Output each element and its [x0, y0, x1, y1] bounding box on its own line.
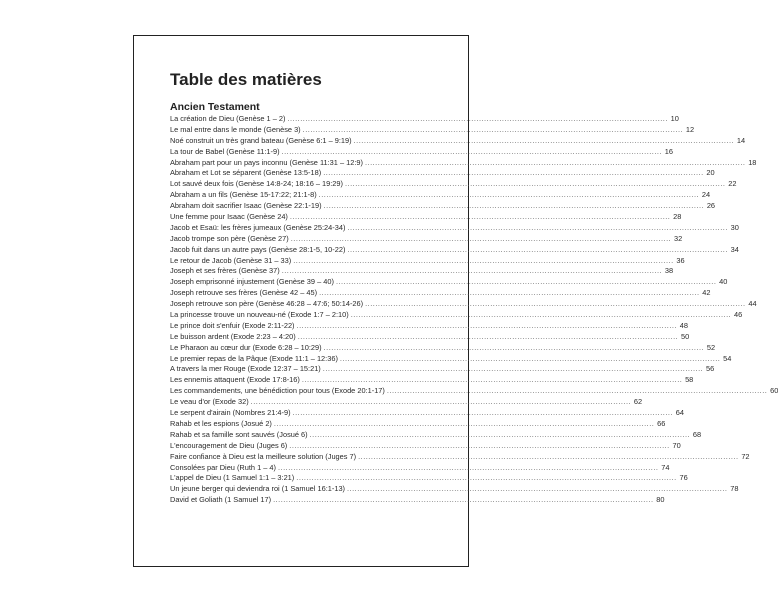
toc-entry-title: Faire confiance à Dieu est la meilleure solution (Juges 7): [170, 451, 357, 461]
toc-entry-page: 60: [770, 386, 778, 396]
toc-entry-title: Consolées par Dieu (Ruth 1 – 4): [170, 462, 276, 472]
toc-entry: [170, 310, 743, 321]
toc-leader-dots: [319, 288, 699, 299]
toc-entry: [170, 201, 716, 212]
toc-entry: [170, 288, 711, 299]
toc-leader-dots: [354, 136, 734, 147]
toc-entry-page: 52: [706, 342, 716, 352]
toc-entry-page: 58: [685, 375, 694, 385]
toc-entry-title: Un jeune berger qui deviendra roi (1 Samuel 16:1-13): [170, 484, 346, 494]
toc-entry-title: Jacob trompe son père (Genèse 27): [170, 233, 289, 243]
toc-leader-dots: [273, 495, 653, 506]
section-heading: Ancien Testament: [170, 101, 260, 113]
toc-entry-page: 44: [748, 299, 757, 309]
toc-entry-page: 48: [679, 320, 688, 330]
toc-entry-page: 16: [664, 146, 674, 156]
toc-entry: [170, 342, 716, 354]
toc-leader-dots: [291, 234, 671, 245]
toc-entry: [170, 179, 737, 190]
toc-entry-title: Joseph retrouve ses frères (Genèse 42 – 45): [170, 288, 318, 298]
toc-leader-dots: [387, 386, 767, 397]
toc-entry-title: Les ennemis attaquent (Exode 17:8-16): [170, 375, 300, 385]
toc-entry-page: 78: [730, 484, 739, 494]
toc-leader-dots: [324, 201, 704, 212]
toc-entry: [170, 124, 695, 136]
toc-entry: [170, 386, 778, 397]
toc-entry-title: Rahab et les espions (Josué 2): [170, 418, 272, 428]
toc-leader-dots: [282, 147, 662, 158]
toc-entry-page: 28: [673, 212, 682, 222]
toc-entry-title: Abraham part pour un pays inconnu (Genèse 11:31 – 12:9): [170, 157, 363, 167]
toc-entry-page: 36: [676, 255, 685, 265]
toc-entry-title: Le premier repas de la Pâque (Exode 11:1 – 12:36): [170, 353, 338, 363]
toc-leader-dots: [290, 212, 670, 223]
toc-entry-title: L'appel de Dieu (1 Samuel 1:1 – 3:21): [170, 473, 295, 483]
toc-entry-title: Les commandements, une bénédiction pour tous (Exode 20:1-17): [170, 386, 385, 396]
toc-entry-title: Joseph et ses frères (Genèse 37): [170, 266, 280, 276]
toc-entry-title: David et Goliath (1 Samuel 17): [170, 495, 272, 505]
toc-entry-page: 62: [633, 397, 643, 407]
toc-entry: [170, 473, 688, 484]
toc-entry-title: Le veau d'or (Exode 32): [170, 397, 249, 407]
toc-entry-page: 38: [664, 266, 674, 276]
toc-leader-dots: [274, 419, 654, 430]
toc-leader-dots: [365, 299, 745, 310]
toc-leader-dots: [324, 343, 704, 354]
toc-entry-title: La tour de Babel (Genèse 11:1-9): [170, 146, 280, 156]
toc-entry-title: Le serpent d'airain (Nombres 21:4-9): [170, 408, 291, 418]
toc-entry-page: 10: [670, 114, 679, 123]
toc-entry: [170, 146, 674, 158]
toc-entry-page: 20: [706, 168, 715, 178]
toc-entry: [170, 353, 732, 365]
toc-leader-dots: [282, 266, 662, 277]
toc-entry-title: La princesse trouve un nouveau-né (Exode 1:7 – 2:10): [170, 310, 349, 320]
toc-leader-dots: [293, 256, 673, 267]
document-page: [133, 35, 778, 567]
toc-leader-dots: [289, 441, 669, 452]
toc-entry: [170, 462, 670, 474]
toc-entry-page: 64: [675, 408, 684, 418]
toc-entry-title: Jacob fuit dans un autre pays (Genèse 28:1-5, 10-22): [170, 244, 346, 254]
toc-leader-dots: [297, 321, 677, 332]
toc-leader-dots: [319, 190, 699, 201]
toc-entry-title: La création de Dieu (Genèse 1 – 2): [170, 114, 286, 123]
toc-leader-dots: [251, 397, 631, 408]
toc-entry: [170, 212, 682, 223]
toc-entry-title: Le prince doit s'enfuir (Exode 2:11-22): [170, 320, 295, 330]
toc-leader-dots: [345, 179, 725, 190]
toc-entry-page: 66: [657, 418, 666, 428]
toc-entry-title: L'encouragement de Dieu (Juges 6): [170, 440, 288, 450]
toc-entry-title: Rahab et sa famille sont sauvés (Josué 6): [170, 429, 308, 439]
toc-leader-dots: [278, 463, 658, 474]
toc-entry-page: 74: [661, 462, 670, 472]
toc-entry-title: Le mal entre dans le monde (Genèse 3): [170, 124, 301, 134]
toc-entry-page: 50: [680, 331, 690, 341]
toc-entry-page: 40: [719, 277, 728, 287]
toc-entry-title: Noé construit un très grand bateau (Genèse 6:1 – 9:19): [170, 135, 352, 145]
toc-leader-dots: [296, 473, 676, 484]
toc-entry: [170, 255, 685, 267]
toc-entry-page: 80: [656, 495, 665, 505]
toc-entry-page: 70: [672, 440, 681, 450]
toc-entry-page: 22: [728, 179, 737, 189]
toc-entry-page: 32: [673, 233, 683, 243]
toc-entry-page: 34: [730, 244, 739, 254]
toc-entry-title: Abraham a un fils (Genèse 15-17:22; 21:1-8): [170, 190, 317, 200]
toc-entry-page: 24: [701, 190, 711, 200]
toc-entry-page: 56: [706, 364, 715, 374]
toc-entry-page: 14: [736, 135, 746, 145]
toc-leader-dots: [303, 125, 683, 136]
toc-entry: [170, 114, 679, 125]
toc-leader-dots: [347, 245, 727, 256]
toc-entry-title: Jacob et Esaü: les frères jumeaux (Genèse 25:24-34): [170, 222, 346, 232]
toc-entry: [170, 364, 715, 375]
toc-entry: [170, 331, 690, 343]
toc-entry-page: 12: [685, 124, 695, 134]
toc-entry: [170, 375, 694, 386]
toc-entry-page: 26: [706, 201, 716, 211]
toc-leader-dots: [351, 310, 731, 321]
toc-entry-title: Le Pharaon au cœur dur (Exode 6:28 – 10:29): [170, 342, 322, 352]
toc-leader-dots: [347, 223, 727, 234]
toc-entry-title: Une femme pour Isaac (Genèse 24): [170, 212, 288, 222]
toc-entry-page: 18: [748, 157, 757, 167]
toc-entry: [170, 168, 715, 179]
toc-entry: [170, 397, 643, 408]
toc-entry: [170, 266, 674, 277]
toc-entry: [170, 157, 757, 169]
toc-entry-page: 76: [679, 473, 688, 483]
toc-leader-dots: [336, 277, 716, 288]
toc-entry: [170, 484, 739, 495]
toc-leader-dots: [293, 408, 673, 419]
toc-leader-dots: [323, 168, 703, 179]
toc-entry: [170, 299, 757, 310]
toc-entry-title: Lot sauvé deux fois (Genèse 14:8-24; 18:16 – 19:29): [170, 179, 343, 189]
toc-leader-dots: [310, 430, 690, 441]
toc-entry: [170, 222, 739, 234]
toc-entry: [170, 320, 688, 332]
toc-entry-page: 54: [723, 353, 732, 363]
toc-entry-title: Le buisson ardent (Exode 2:23 – 4:20): [170, 331, 296, 341]
toc-leader-dots: [347, 484, 727, 495]
toc-entry: [170, 429, 702, 441]
toc-leader-dots: [323, 364, 703, 375]
toc-entry-title: A travers la mer Rouge (Exode 12:37 – 15:21): [170, 364, 321, 374]
toc-leader-dots: [298, 332, 678, 343]
toc-leader-dots: [302, 375, 682, 386]
toc-entry-title: Le retour de Jacob (Genèse 31 – 33): [170, 255, 292, 265]
toc-entry: [170, 451, 750, 463]
page-title: Table des matières: [170, 70, 322, 89]
toc-leader-dots: [340, 354, 720, 365]
toc-entry-page: 30: [730, 222, 739, 232]
toc-entry-page: 42: [702, 288, 711, 298]
toc-entry-page: 72: [741, 451, 750, 461]
toc-entry: [170, 135, 746, 147]
toc-leader-dots: [365, 158, 745, 169]
toc-leader-dots: [358, 452, 738, 463]
toc-entry: [170, 440, 681, 452]
toc-leader-dots: [287, 114, 667, 125]
toc-entry-title: Joseph retrouve son père (Genèse 46:28 – 47:6; 50:14-26): [170, 299, 364, 309]
toc-entry: [170, 277, 728, 288]
toc-entry: [170, 408, 684, 419]
toc-entry-page: 68: [692, 429, 702, 439]
toc-entry-title: Abraham doit sacrifier Isaac (Genèse 22:1-19): [170, 201, 322, 211]
toc-entry-title: Joseph emprisonné injustement (Genèse 39 – 40): [170, 277, 334, 287]
toc-entry: [170, 244, 739, 256]
table-of-contents: [170, 114, 778, 506]
toc-entry: [170, 418, 666, 430]
toc-entry: [170, 495, 665, 506]
toc-entry: [170, 233, 683, 245]
toc-entry-page: 46: [733, 310, 743, 320]
toc-entry: [170, 190, 711, 201]
toc-entry-title: Abraham et Lot se séparent (Genèse 13:5-18): [170, 168, 322, 178]
